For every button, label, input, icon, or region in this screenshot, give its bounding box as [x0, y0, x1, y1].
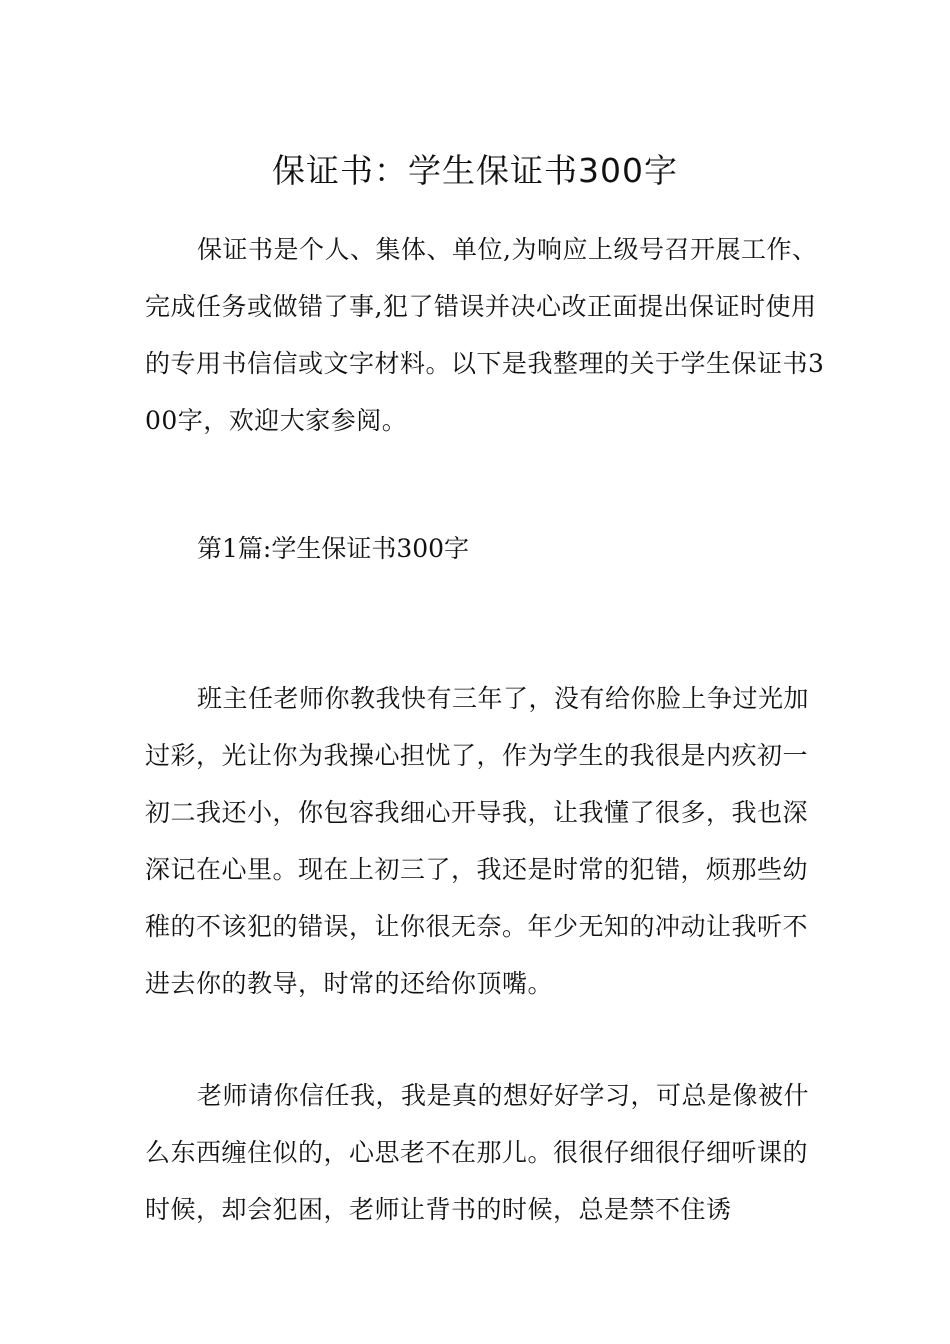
body-paragraph-1: 班主任老师你教我快有三年了，没有给你脸上争过光加过彩，光让你为我操心担忧了，作为学生的我很是内疚初一初二我还小，你包容我细心开导我，让我懂了很多，我也深深记在心里。现在上初三了，我还是时常的犯错，烦那些幼稚的不该犯的错误，让你很无奈。年少无知的冲动让我听不进去你的教导，时常的还给你顶嘴。 — [145, 684, 810, 998]
document-title: 保证书：学生保证书300字 — [272, 151, 678, 191]
section-heading: 第1篇:学生保证书300字 — [197, 534, 470, 563]
intro-paragraph: 保证书是个人、集体、单位,为响应上级号召开展工作、完成任务或做错了事,犯了错误并决心改正面提出保证时使用的专用书信信或文字材料。以下是我整理的关于学生保证书300字，欢迎大家参阅。 — [145, 235, 825, 435]
body-paragraph-2: 老师请你信任我，我是真的想好好学习，可总是像被什么东西缠住似的，心思老不在那儿。很很仔细很仔细听课的时候，却会犯困，老师让背书的时候，总是禁不住诱 — [145, 1081, 810, 1224]
